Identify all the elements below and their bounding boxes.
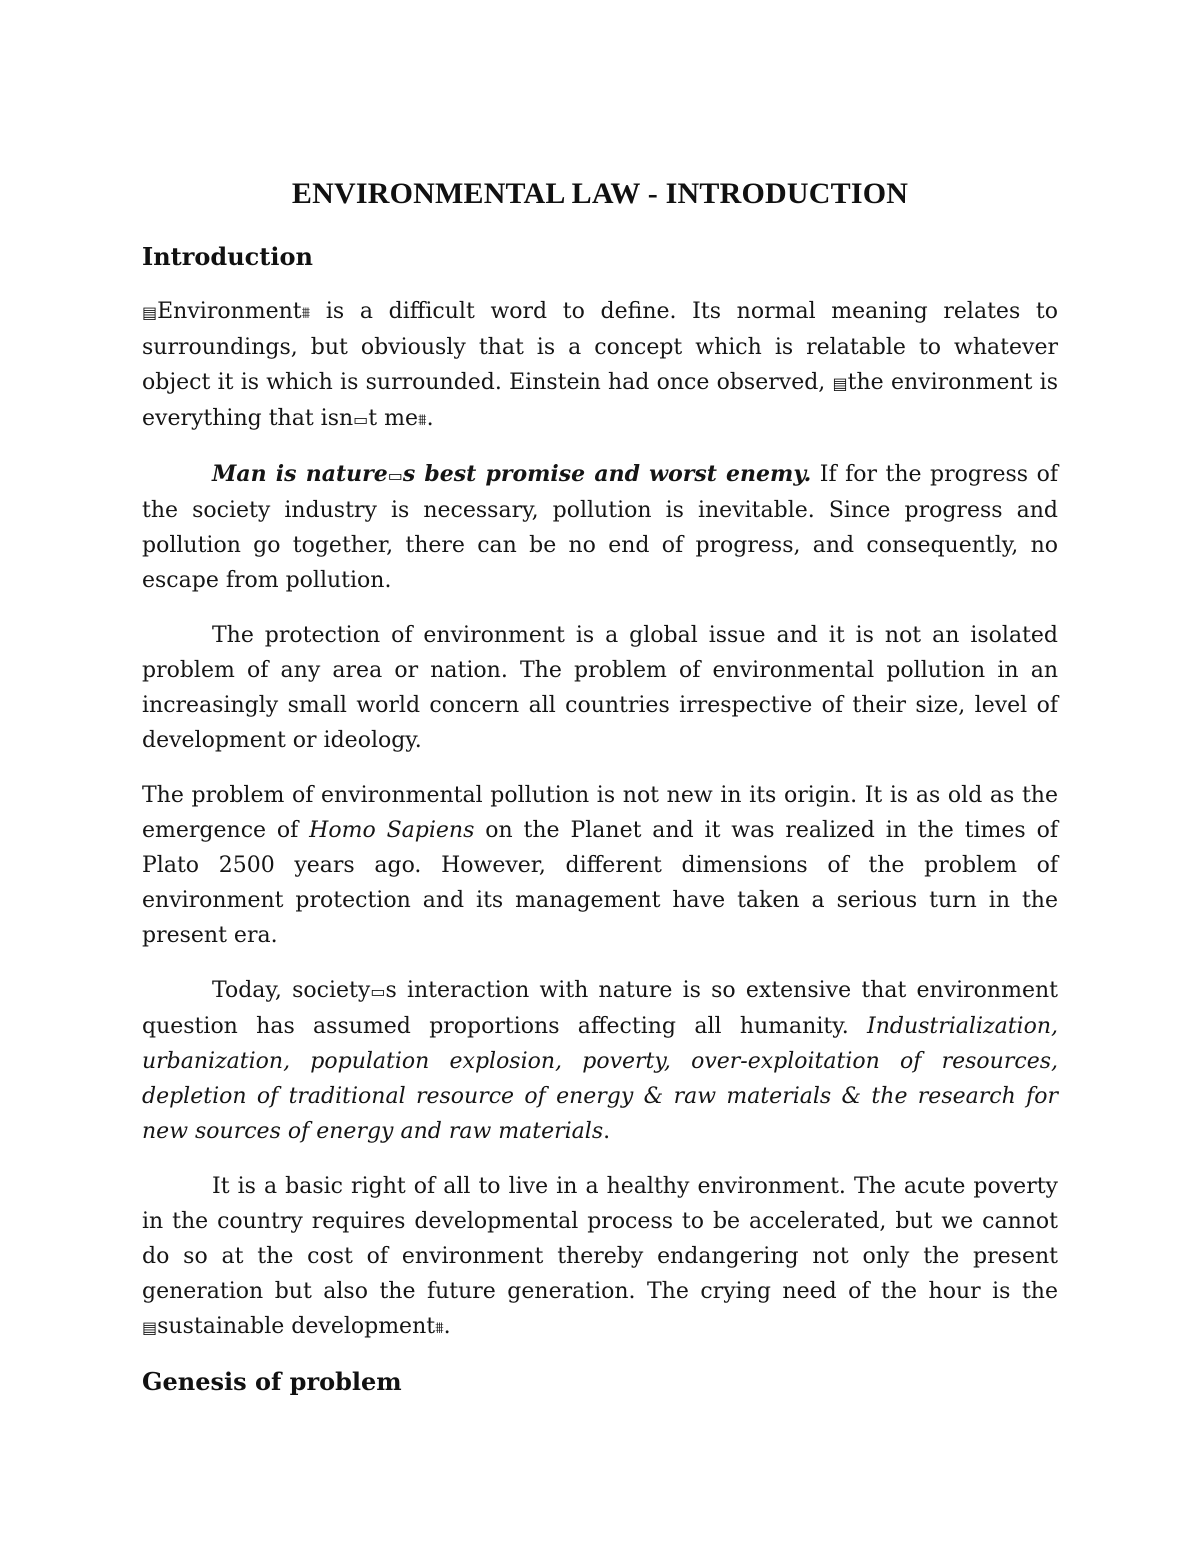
paragraph-society-interaction: Today, society▭s interaction with nature is so extensive that environment question has assumed proportions affecting all humanity. Industrialization, urbanization, population explosion, poverty, over-exploitation of resources, depletion of traditional resource of energy & raw materials & the research for new sources of energy and raw materials. (142, 978, 1058, 1144)
emphasis-text: s best promise and worst enemy. (402, 461, 812, 487)
paragraph-global-issue: The protection of environment is a global issue and it is not an isolated problem of any area or nation. The problem of environmental pollution in an increasingly small world concern all countries irrespective of their size, level of development or ideology. (142, 623, 1058, 753)
document-content (142, 172, 1058, 1399)
document-title: ENVIRONMENTAL LAW - INTRODUCTION (291, 177, 909, 210)
missing-glyph-icon: ▤ (832, 374, 848, 393)
emphasis-text: Homo Sapiens (309, 818, 475, 843)
missing-glyph-icon: ⩩ (435, 1318, 444, 1337)
paragraph-environment-definition: ▤Environment⩩ is a difficult word to define. Its normal meaning relates to surroundings, but obviously that is a concept which is relatable to whatever object it is which is surrounded. Einstein had once observed, ▤the environment is everything that isn▭t me⩩. (142, 299, 1058, 431)
paragraph-origin-of-pollution: The problem of environmental pollution is not new in its origin. It is as old as the emergence of Homo Sapiens on the Planet and it was realized in the times of Plato 2500 years ago. However, different dimensions of the problem of environment protection and its management have taken a serious turn in the present era. (142, 783, 1058, 948)
section-heading-introduction: Introduction (142, 242, 313, 271)
missing-glyph-icon: ▭ (387, 466, 403, 485)
missing-glyph-icon: ▤ (142, 303, 158, 322)
paragraph-sustainable-development: It is a basic right of all to live in a healthy environment. The acute poverty in the country requires developmental process to be accelerated, but we cannot do so at the cost of environment thereby endangering not only the present generation but also the future generation. The crying need of the hour is the ▤sustainable development⩩. (142, 1174, 1058, 1339)
missing-glyph-icon: ▤ (142, 1318, 158, 1337)
paragraph-man-and-nature: Man is nature▭s best promise and worst enemy. If for the progress of the society industry is necessary, pollution is inevitable. Since progress and pollution go together, there can be no end of progress, and consequently, no escape from pollution. (142, 461, 1058, 593)
section-heading-genesis: Genesis of problem (142, 1367, 402, 1396)
missing-glyph-icon: ⩩ (418, 410, 427, 429)
emphasis-text: Man is nature (212, 461, 388, 487)
missing-glyph-icon: ▭ (370, 982, 386, 1001)
emphasis-text: Industrialization, urbanization, population explosion, poverty, over-exploitation of resources, depletion of traditional resource of energy & raw materials & the research for new sources of energy and raw materials (142, 1014, 1058, 1144)
missing-glyph-icon: ⩩ (301, 303, 311, 322)
missing-glyph-icon: ▭ (353, 410, 369, 429)
